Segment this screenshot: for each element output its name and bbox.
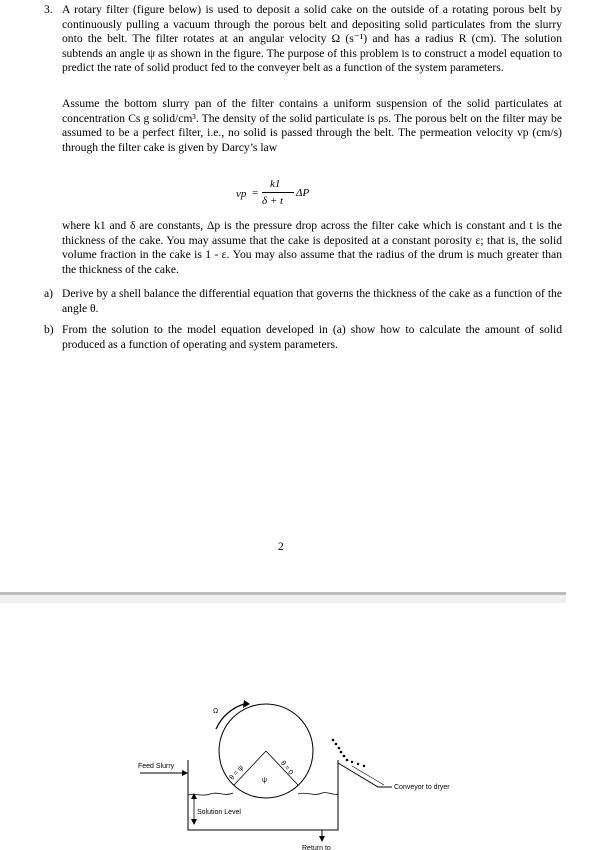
problem-intro: A rotary filter (figure below) is used to deposit a solid cake on the outside of a rotating porous belt by continuously pulling a vacuum through the porous belt and depositing solid particulates from the slurry onto the belt. The filter rotates at an angular velocity Ω (s⁻¹) and has a radius R (cm). The solution subtends an angle ψ as shown in the figure. The purpose of this problem is to construct a model equation to predict the rate of solid product fed to the conveyer belt as a function of the system parameters. xyxy=(62,3,562,75)
part-a-label: a) xyxy=(44,287,54,300)
theta-psi-label: θ = ψ xyxy=(228,764,245,782)
feed-slurry-label: Feed Slurry xyxy=(138,763,175,770)
cake-particles xyxy=(332,739,365,768)
problem-definitions: where k1 and δ are constants, Δp is the pressure drop across the filter cake which is constant and t is the thickness of the cake. You may assume that the cake is deposited at a constant porosity ε; that is, the solid volume fraction in the cake is 1 - ε. You may also assume that the radius of the drum is much greater than the thickness of the cake. xyxy=(62,219,562,276)
problem-assumptions: Assume the bottom slurry pan of the filter contains a uniform suspension of the solid particulates at concentration Cs g solid/cm³. The density of the solid particulate is ρs. The porous belt on the filter may be assumed to be a perfect filter, i.e., no solid is passed through the belt. The permeation velocity vp (cm/s) through the filter cake is given by Darcy’s law xyxy=(62,97,562,154)
return-label: Return to xyxy=(302,845,331,850)
solution-surface-right xyxy=(298,793,338,795)
equation-rhs: ΔP xyxy=(296,187,310,199)
problem-number: 3. xyxy=(44,3,53,16)
rotation-arrow xyxy=(216,704,244,729)
equation-numerator: k1 xyxy=(270,178,281,190)
radius-theta-zero xyxy=(266,751,298,785)
page-number: 2 xyxy=(278,541,284,553)
equation-lhs: vp xyxy=(236,188,247,200)
slurry-pan xyxy=(188,760,338,830)
part-b-label: b) xyxy=(44,323,54,336)
solution-level-arrow-down xyxy=(191,819,197,825)
equation-equals: = xyxy=(252,187,259,199)
theta-zero-label: θ = 0 xyxy=(278,759,295,777)
return-arrowhead xyxy=(319,836,325,842)
part-a-text: Derive by a shell balance the differential equation that governs the thickness of the cake as a function of the angle θ. xyxy=(62,287,562,315)
psi-label: ψ xyxy=(262,777,267,784)
part-b-text: From the solution to the model equation developed in (a) show how to calculate the amount of solid produced as a function of operating and system parameters. xyxy=(62,323,562,351)
solution-level-label: Solution Level xyxy=(197,809,241,816)
conveyor-label: Conveyor to dryer xyxy=(394,784,450,791)
feed-arrowhead xyxy=(182,770,188,776)
solution-level-arrow-up xyxy=(191,793,197,799)
equation-denominator: δ + t xyxy=(262,195,284,207)
conveyor-belt-inner xyxy=(352,766,384,785)
omega-label: Ω xyxy=(213,708,219,715)
